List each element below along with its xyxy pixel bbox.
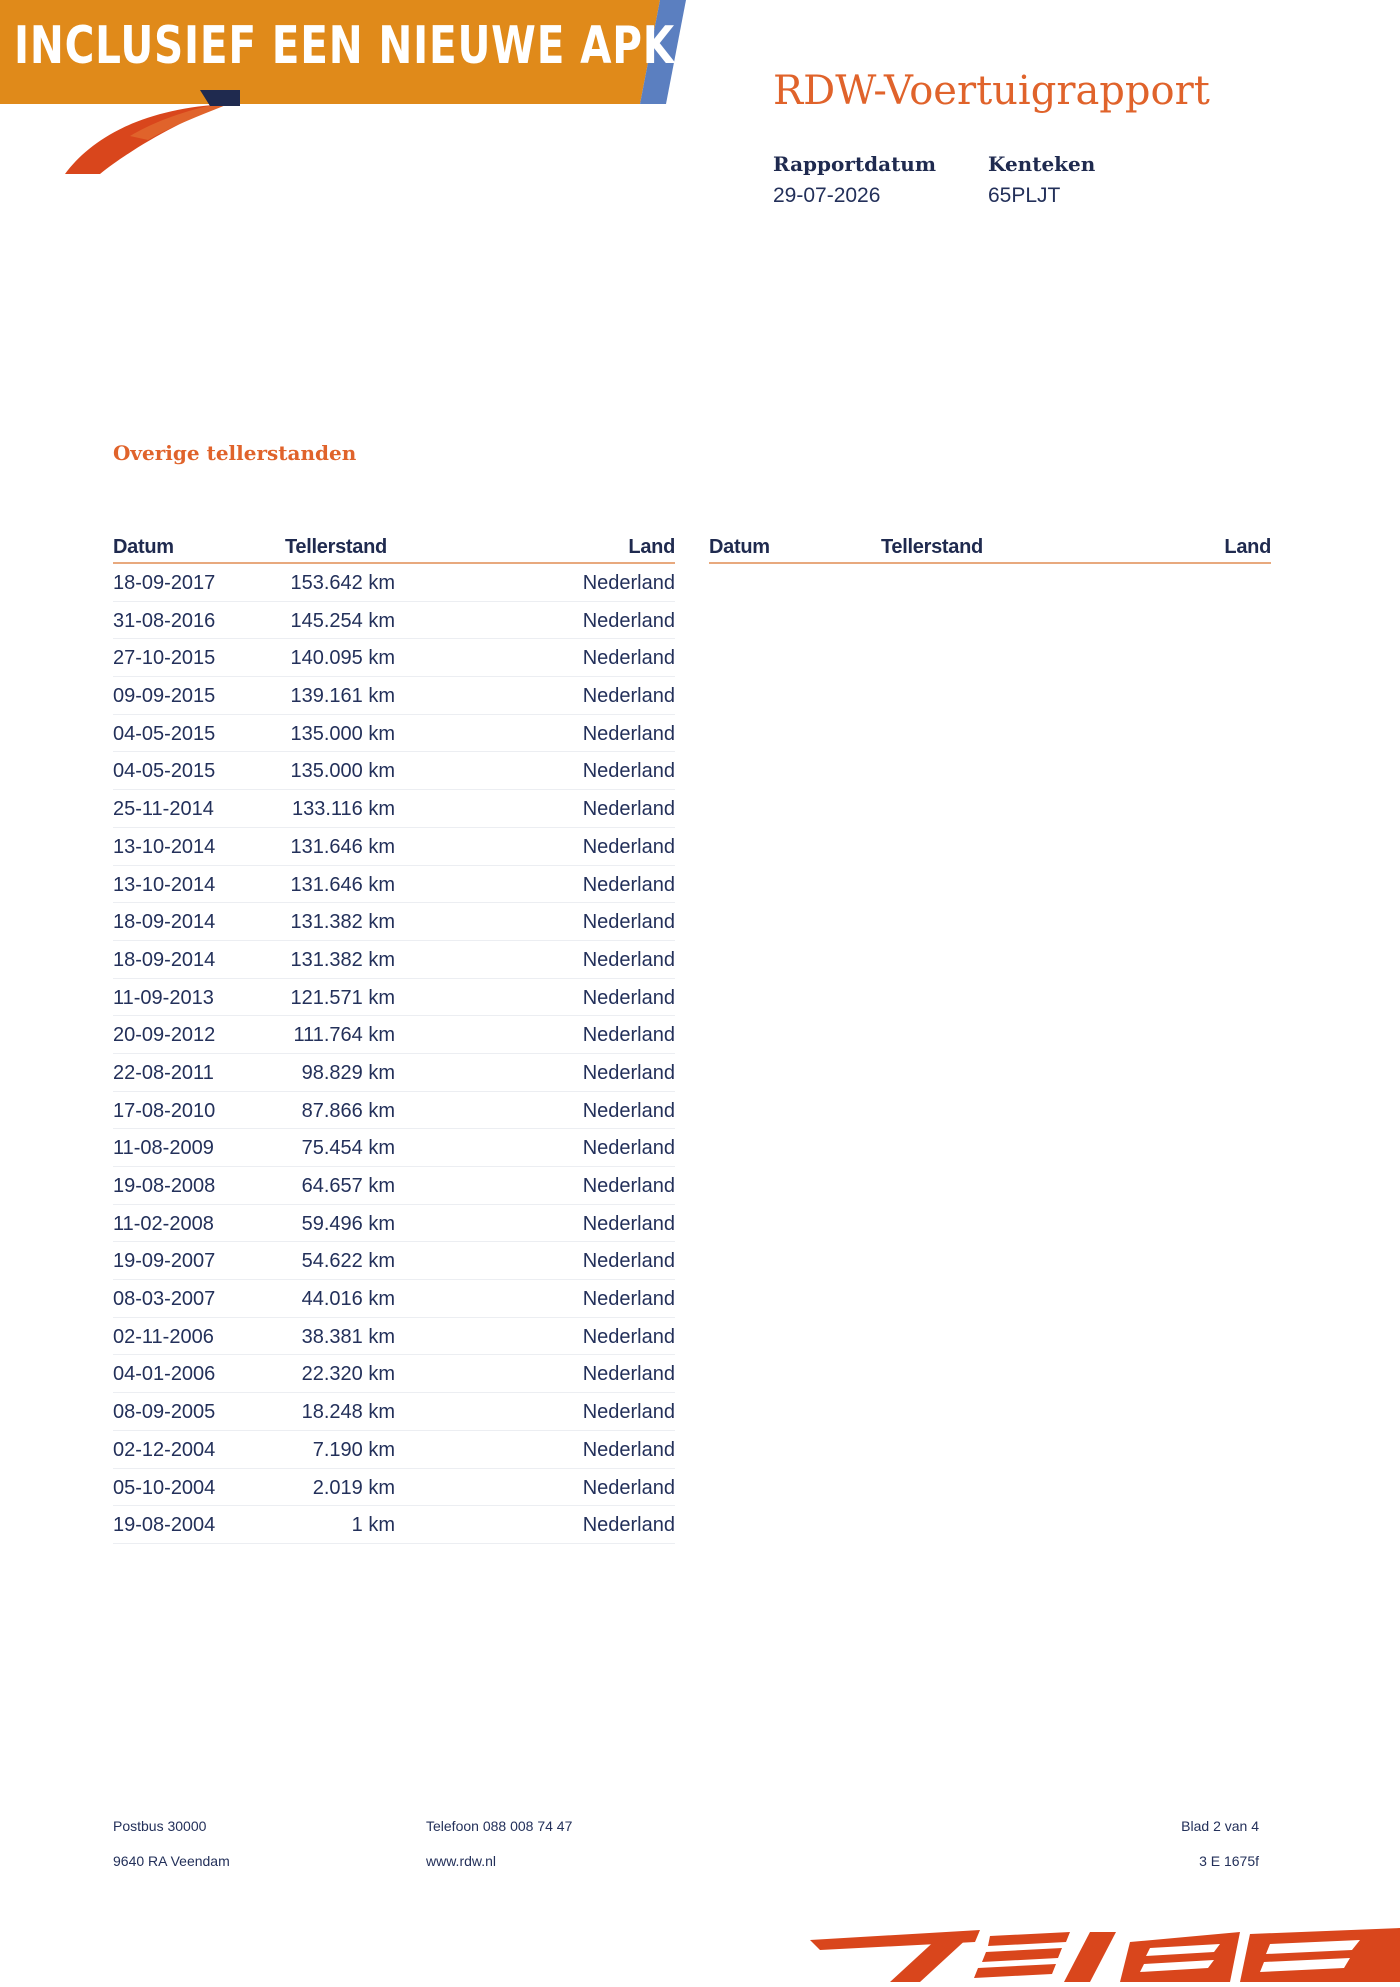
cell-tellerstand: 153.642 km <box>290 572 395 594</box>
column-header-datum: Datum <box>709 536 770 558</box>
cell-land: Nederland <box>582 1099 675 1122</box>
table-row <box>113 602 675 640</box>
table-header <box>709 536 1271 564</box>
cell-land: Nederland <box>582 1325 675 1348</box>
cell-tellerstand: 38.381 km <box>301 1325 395 1348</box>
cell-land: Nederland <box>582 1438 675 1461</box>
cell-datum: 18-09-2014 <box>113 911 216 934</box>
column-header-land: Land <box>1224 536 1271 558</box>
cell-datum: 17-08-2010 <box>113 1099 216 1122</box>
cell-datum: 04-05-2015 <box>113 722 216 745</box>
cell-datum: 04-01-2006 <box>113 1363 216 1386</box>
cell-datum: 19-08-2004 <box>113 1514 216 1537</box>
column-header-land: Land <box>628 536 675 558</box>
cell-land: Nederland <box>582 1476 675 1499</box>
cell-datum: 04-05-2015 <box>113 760 216 783</box>
cell-land: Nederland <box>582 1401 675 1424</box>
table-row <box>113 866 675 904</box>
cell-datum: 13-10-2014 <box>113 873 216 896</box>
table-row <box>113 941 675 979</box>
cell-datum: 19-09-2007 <box>113 1250 216 1273</box>
cell-tellerstand: 98.829 km <box>301 1061 395 1084</box>
cell-land: Nederland <box>582 1514 675 1537</box>
cell-land: Nederland <box>582 911 675 934</box>
table-row <box>113 1205 675 1243</box>
cell-datum: 13-10-2014 <box>113 835 216 858</box>
column-header-tellerstand: Tellerstand <box>881 536 983 558</box>
footer-address-line1: Postbus 30000 <box>113 1818 207 1834</box>
rdw-logo <box>60 90 240 185</box>
report-title: RDW-Voertuigrapport <box>773 68 1210 114</box>
cell-tellerstand: 131.382 km <box>290 948 395 971</box>
plate-block <box>988 152 1095 208</box>
cell-tellerstand: 139.161 km <box>290 685 395 708</box>
odometer-table <box>113 536 675 1544</box>
column-header-tellerstand: Tellerstand <box>285 536 387 558</box>
banner-text: INCLUSIEF EEN NIEUWE APK <box>14 16 675 76</box>
table-row <box>113 1092 675 1130</box>
rdw-logo-icon <box>60 90 240 180</box>
cell-tellerstand: 22.320 km <box>301 1363 395 1386</box>
cell-datum: 18-09-2014 <box>113 948 216 971</box>
report-date-value: 29-07-2026 <box>773 184 881 207</box>
cell-land: Nederland <box>582 1288 675 1311</box>
table-row <box>113 1016 675 1054</box>
cell-tellerstand: 75.454 km <box>301 1137 395 1160</box>
table-row <box>113 828 675 866</box>
cell-datum: 22-08-2011 <box>113 1061 214 1084</box>
footer-page-number: Blad 2 van 4 <box>1181 1818 1259 1834</box>
table-row <box>113 564 675 602</box>
stripes-decoration-icon <box>800 1922 1400 1982</box>
cell-tellerstand: 135.000 km <box>290 760 395 783</box>
cell-land: Nederland <box>582 1061 675 1084</box>
cell-land: Nederland <box>582 986 675 1009</box>
cell-datum: 18-09-2017 <box>113 572 216 594</box>
table-row <box>113 752 675 790</box>
cell-land: Nederland <box>582 873 675 896</box>
cell-tellerstand: 140.095 km <box>290 647 395 670</box>
cell-tellerstand: 54.622 km <box>301 1250 395 1273</box>
cell-datum: 02-12-2004 <box>113 1438 216 1461</box>
cell-land: Nederland <box>582 647 675 670</box>
table-row <box>113 1393 675 1431</box>
cell-tellerstand: 7.190 km <box>312 1438 395 1461</box>
cell-datum: 19-08-2008 <box>113 1175 216 1197</box>
cell-datum: 09-09-2015 <box>113 685 216 708</box>
cell-land: Nederland <box>582 685 675 708</box>
table-row <box>113 1167 675 1205</box>
cell-tellerstand: 111.764 km <box>293 1024 395 1047</box>
cell-datum: 27-10-2015 <box>113 647 216 670</box>
report-date-block <box>773 152 936 208</box>
cell-datum: 08-09-2005 <box>113 1401 216 1424</box>
cell-tellerstand: 133.116 km <box>291 798 395 821</box>
promo-banner <box>0 0 686 104</box>
cell-tellerstand: 131.646 km <box>290 873 395 896</box>
table-row <box>113 1431 675 1469</box>
footer-code: 3 E 1675f <box>1199 1853 1259 1869</box>
cell-tellerstand: 59.496 km <box>301 1212 395 1235</box>
cell-tellerstand: 135.000 km <box>290 722 395 745</box>
table-body <box>113 564 675 1544</box>
cell-datum: 20-09-2012 <box>113 1024 216 1047</box>
table-row <box>113 677 675 715</box>
table-row <box>113 1280 675 1318</box>
table-row <box>113 903 675 941</box>
section-title: Overige tellerstanden <box>113 441 357 465</box>
cell-land: Nederland <box>582 1137 675 1160</box>
cell-land: Nederland <box>582 1363 675 1386</box>
table-row <box>113 1054 675 1092</box>
cell-tellerstand: 131.382 km <box>290 911 395 934</box>
cell-land: Nederland <box>582 1175 675 1197</box>
cell-land: Nederland <box>582 609 675 632</box>
table-row <box>113 1318 675 1356</box>
column-header-datum: Datum <box>113 536 174 558</box>
cell-land: Nederland <box>582 722 675 745</box>
cell-datum: 02-11-2006 <box>113 1325 214 1348</box>
cell-land: Nederland <box>582 760 675 783</box>
cell-datum: 11-02-2008 <box>113 1212 214 1235</box>
cell-tellerstand: 145.254 km <box>290 609 395 632</box>
bottom-decoration <box>800 1922 1400 1987</box>
table-row <box>113 979 675 1017</box>
cell-land: Nederland <box>582 1212 675 1235</box>
plate-value: 65PLJT <box>988 184 1061 207</box>
plate-label: Kenteken <box>988 152 1096 176</box>
cell-land: Nederland <box>582 1250 675 1273</box>
cell-tellerstand: 18.248 km <box>301 1401 395 1424</box>
cell-datum: 05-10-2004 <box>113 1476 216 1499</box>
cell-tellerstand: 64.657 km <box>301 1175 395 1197</box>
cell-datum: 11-09-2013 <box>113 986 214 1009</box>
cell-tellerstand: 1 km <box>351 1514 395 1537</box>
table-row <box>113 1355 675 1393</box>
cell-land: Nederland <box>582 835 675 858</box>
report-date-label: Rapportdatum <box>773 152 937 176</box>
cell-land: Nederland <box>582 572 675 594</box>
cell-datum: 11-08-2009 <box>113 1137 214 1160</box>
cell-tellerstand: 44.016 km <box>301 1288 395 1311</box>
footer-phone: Telefoon 088 008 74 47 <box>426 1818 573 1834</box>
cell-land: Nederland <box>582 948 675 971</box>
cell-tellerstand: 131.646 km <box>290 835 395 858</box>
cell-tellerstand: 2.019 km <box>312 1476 395 1499</box>
table-row <box>113 1242 675 1280</box>
footer-website: www.rdw.nl <box>426 1853 497 1869</box>
table-header <box>113 536 675 564</box>
table-row <box>113 639 675 677</box>
cell-datum: 08-03-2007 <box>113 1288 216 1311</box>
table-row <box>113 1506 675 1544</box>
cell-tellerstand: 87.866 km <box>301 1099 395 1122</box>
cell-datum: 31-08-2016 <box>113 609 216 632</box>
table-row <box>113 1469 675 1507</box>
cell-datum: 25-11-2014 <box>113 798 214 821</box>
table-row <box>113 715 675 753</box>
cell-land: Nederland <box>582 1024 675 1047</box>
table-row <box>113 790 675 828</box>
cell-land: Nederland <box>582 798 675 821</box>
odometer-table-continued <box>709 536 1271 564</box>
cell-tellerstand: 121.571 km <box>290 986 395 1009</box>
footer-address-line2: 9640 RA Veendam <box>113 1853 230 1869</box>
table-row <box>113 1129 675 1167</box>
